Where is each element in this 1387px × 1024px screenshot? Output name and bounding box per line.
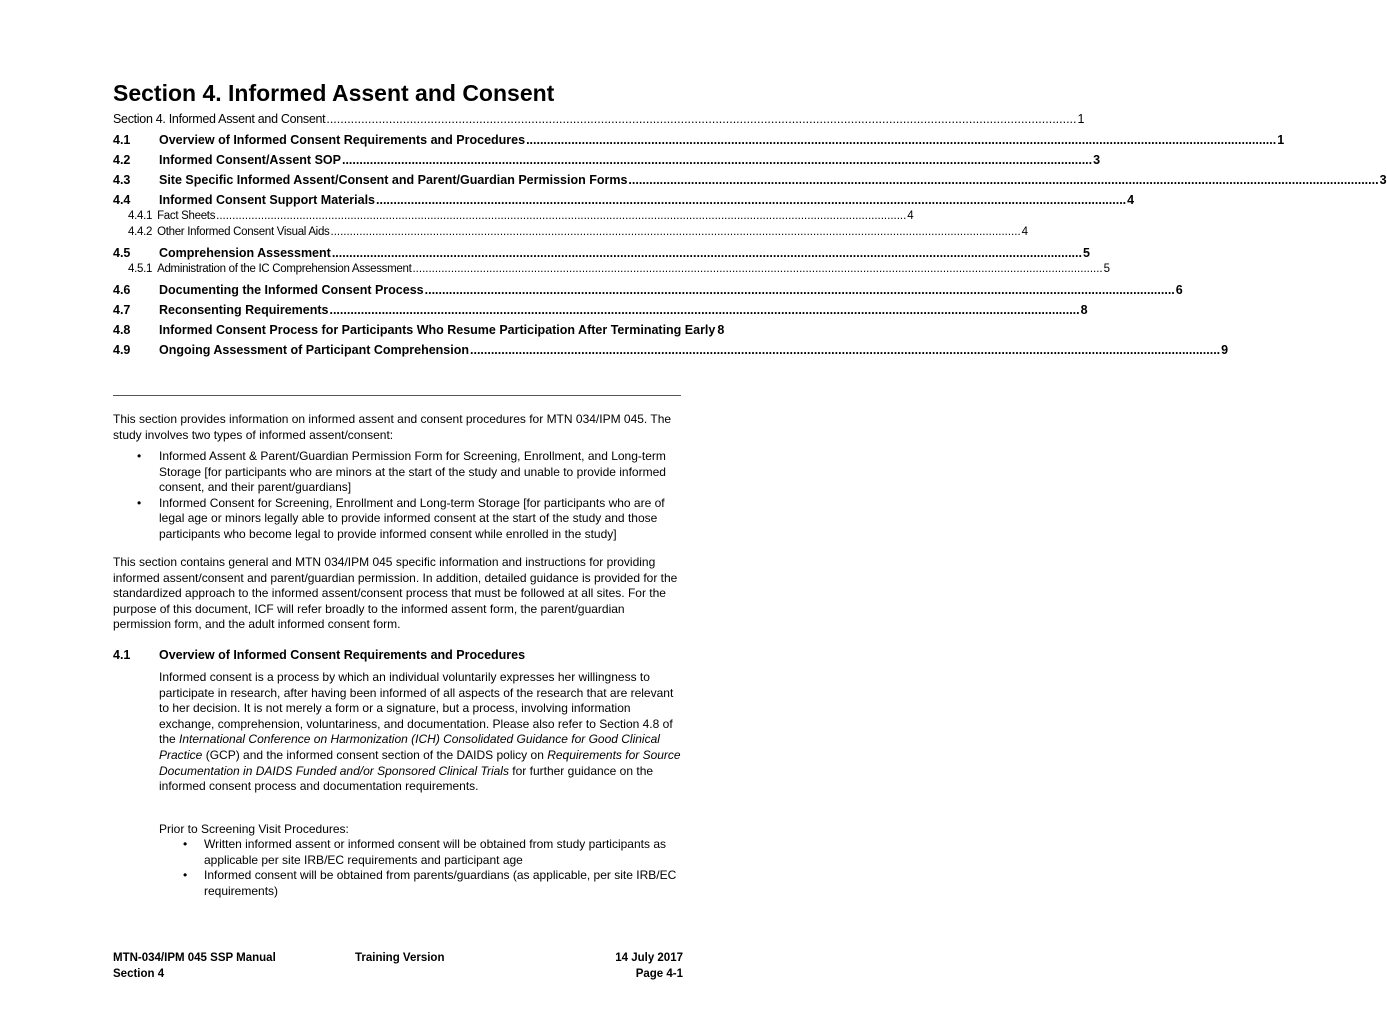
toc-entry-page: 4	[1127, 193, 1135, 207]
prior-screening-list	[159, 837, 684, 899]
toc-leader-dots	[470, 343, 1220, 357]
page-title: Section 4. Informed Assent and Consent	[113, 80, 555, 106]
toc-entry-page: 3	[1093, 153, 1101, 167]
toc-entry-page: 9	[1221, 343, 1229, 357]
toc-entry-title: Informed Consent/Assent SOP	[159, 153, 341, 167]
toc-entry-number: 4.8	[113, 323, 131, 337]
toc-entry[interactable]	[113, 153, 1101, 167]
ich-guidance-title: International Conference on Harmonization (ICH) Consolidated Guidance for Good Clinical Practice	[159, 732, 660, 762]
list-item: • Informed consent will be obtained from parents/guardians (as applicable, per site IRB/EC requirements)	[159, 868, 684, 899]
toc-entry[interactable]	[113, 303, 1088, 317]
toc-leader-dots	[332, 246, 1082, 260]
toc-entry-number: 4.3	[113, 173, 131, 187]
toc-entry-number: 4.4.2	[128, 226, 153, 238]
footer-date: 14 July 2017	[615, 952, 683, 964]
toc-entry-title: Informed Consent Support Materials	[159, 193, 375, 207]
toc-entry-page: 8	[1080, 303, 1088, 317]
toc-entry[interactable]	[113, 133, 1285, 147]
toc-entry-title: Other Informed Consent Visual Aids	[157, 226, 330, 238]
toc-entry-number: 4.4	[113, 193, 131, 207]
overview-paragraph	[159, 670, 684, 795]
toc-entry-title: Documenting the Informed Consent Process	[159, 283, 424, 297]
toc-entry-title: Section 4. Informed Assent and Consent	[113, 112, 326, 126]
manual-name: MTN-034/IPM 045 SSP Manual	[113, 952, 276, 964]
toc-entry[interactable]	[113, 193, 1135, 207]
section-heading	[113, 648, 525, 662]
toc-entry-title: Comprehension Assessment	[159, 246, 331, 260]
prior-screening-heading: Prior to Screening Visit Procedures:	[159, 822, 349, 836]
toc-entry[interactable]	[113, 173, 1387, 187]
toc-entry-title: Ongoing Assessment of Participant Comprehension	[159, 343, 469, 357]
toc-subentry[interactable]	[113, 226, 1028, 238]
list-item: • Written informed assent or informed consent will be obtained from study participants as applicable per site IRB/EC requirements and participant age	[159, 837, 684, 868]
toc-leader-dots	[425, 283, 1175, 297]
toc-leader-dots	[376, 193, 1126, 207]
toc-entry[interactable]	[113, 246, 1090, 260]
toc-entry-title: Overview of Informed Consent Requirements and Procedures	[159, 133, 526, 147]
toc-leader-dots	[326, 112, 1076, 126]
toc-entry-number: 4.5.1	[128, 263, 153, 275]
toc-entry-number: 4.5	[113, 246, 131, 260]
toc-entry-page: 4	[907, 210, 914, 222]
toc-entry-number: 4.4.1	[128, 210, 153, 222]
toc-entry-page: 5	[1103, 263, 1110, 275]
toc-entry-page: 1	[1277, 133, 1285, 147]
section-title: Overview of Informed Consent Requirements and Procedures	[159, 648, 526, 662]
toc-entry[interactable]	[113, 323, 725, 337]
toc-leader-dots	[412, 263, 1102, 275]
toc-leader-dots	[216, 210, 906, 222]
list-item: • Informed Consent for Screening, Enrollment and Long-term Storage [for participants who are of legal age or minors legally able to provide informed consent at the start of the study and those participants who become legal to provide informed consent while enrolled in the study]	[113, 496, 683, 543]
toc-entry-title: Reconsenting Requirements	[159, 303, 329, 317]
horizontal-divider	[113, 395, 681, 396]
list-item: • Informed Assent & Parent/Guardian Permission Form for Screening, Enrollment, and Long-term Storage [for participants who are minors at the start of the study and unable to provide informed consent, and their parent/guardians]	[113, 449, 683, 496]
toc-entry-page: 4	[1021, 226, 1028, 238]
text-run: Informed consent is a process by which an individual voluntarily expresses her willingness to participate in research, after having been informed of all aspects of the research that are relevant to her decision. It is not merely a form or a signature, but a process, involving information exchange, comprehension, voluntariness, and documentation. Please also refer to Section 4.8 of the	[159, 670, 674, 747]
toc-entry-title: Fact Sheets	[157, 210, 216, 222]
toc-leader-dots	[526, 133, 1276, 147]
toc-entry-title: Informed Consent Process for Participants Who Resume Participation After Terminating Early	[159, 323, 716, 337]
toc-leader-dots	[628, 173, 1378, 187]
toc-entry-number: 4.7	[113, 303, 131, 317]
toc-entry-number: 4.1	[113, 133, 131, 147]
toc-subentry[interactable]	[113, 210, 914, 222]
consent-types-list	[113, 449, 683, 543]
toc-entry-page: 5	[1082, 246, 1090, 260]
footer-version: Training Version	[355, 952, 445, 964]
toc-entry-title: Administration of the IC Comprehension Assessment	[157, 263, 412, 275]
toc-leader-dots	[331, 226, 1021, 238]
toc-leader-dots	[342, 153, 1092, 167]
daids-policy-title: Requirements for Source Documentation in DAIDS Funded and/or Sponsored Clinical Trials	[159, 747, 681, 778]
intro-paragraph: This section provides information on informed assent and consent procedures for MTN 034/IPM 045. The study involves two types of informed assent/consent:	[113, 412, 672, 442]
toc-entry[interactable]	[113, 343, 1229, 357]
toc-entry-number: 4.2	[113, 153, 131, 167]
toc-entry[interactable]	[113, 283, 1183, 297]
text-run: (GCP) and the informed consent section of the DAIDS policy on	[202, 747, 548, 762]
page-number: Page 4-1	[635, 968, 683, 980]
toc-entry-page: 3	[1379, 173, 1387, 187]
toc-entry-title: Site Specific Informed Assent/Consent and Parent/Guardian Permission Forms	[159, 173, 628, 187]
toc-leader-dots	[329, 303, 1079, 317]
toc-entry-page: 1	[1077, 112, 1085, 126]
text-run: for further guidance on the informed consent process and documentation requirements.	[159, 763, 654, 794]
footer-right	[615, 950, 683, 982]
scope-paragraph: This section contains general and MTN 034/IPM 045 specific information and instructions for providing informed assent/consent and parent/guardian permission. In addition, detailed guidance is provided for the standardized approach to the informed assent/consent process that must be followed at all sites. For the purpose of this document, ICF will refer broadly to the informed assent form, the parent/guardian permission form, and the adult informed consent form.	[113, 555, 678, 632]
section-number: 4.1	[113, 648, 131, 662]
toc-entry-page: 8	[717, 323, 725, 337]
toc-entry-number: 4.9	[113, 343, 131, 357]
footer-left	[113, 950, 276, 982]
toc-entry-page: 6	[1175, 283, 1183, 297]
toc-entry-number: 4.6	[113, 283, 131, 297]
section-label: Section 4	[113, 968, 165, 980]
toc-subentry[interactable]	[113, 263, 1110, 275]
toc-entry[interactable]	[113, 112, 1085, 126]
